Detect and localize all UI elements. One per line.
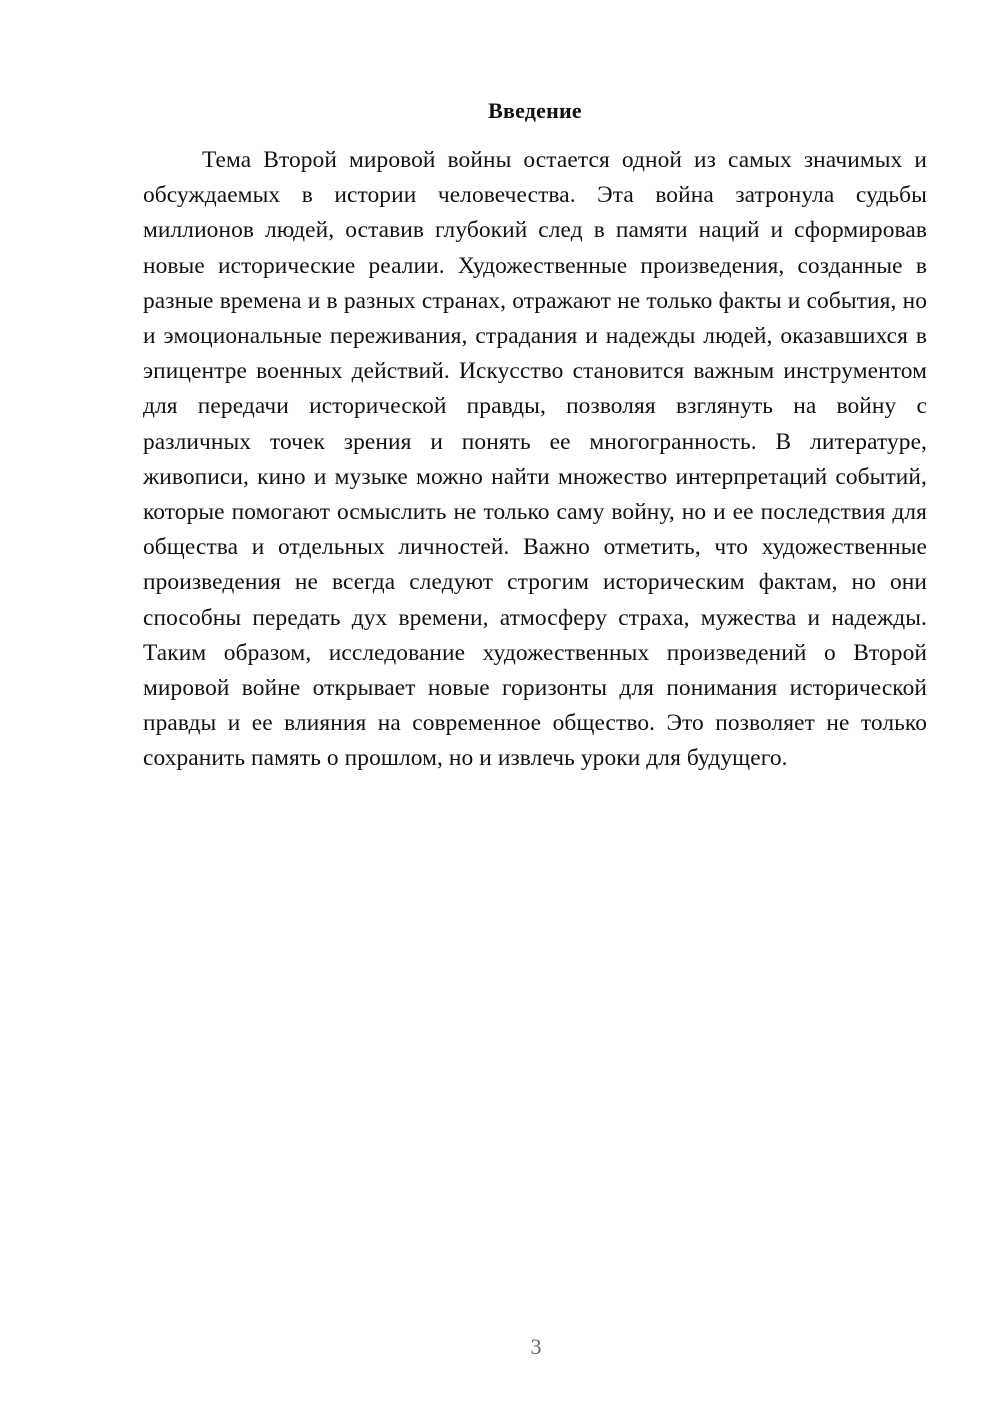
body-paragraph: Тема Второй мировой войны остается одной из самых значимых и обсуждаемых в истории человечества. Эта война затронула судьбы миллионов людей, оставив глубокий след в памяти наций и сформировав новые исторические реалии. Художественные произведения, созданные в разные времена и в разных странах, отражают не только факты и события, но и эмоциональные переживания, страдания и надежды людей, оказавшихся в эпицентре военных действий. Искусство становится важным инструментом для передачи исторической правды, позволяя взглянуть на войну с различных точек зрения и понять ее многогранность. В литературе, живописи, кино и музыке можно найти множество интерпретаций событий, которые помогают осмыслить не только саму войну, но и ее последствия для общества и отдельных личностей. Важно отметить, что художественные произведения не всегда следуют строгим историческим фактам, но они способны передать дух времени, атмосферу страха, мужества и надежды. Таким образом, исследование художественных произведений о Второй мировой войне открывает новые горизонты для понимания исторической правды и ее влияния на современное общество. Это позволяет не только сохранить память о прошлом, но и извлечь уроки для будущего. <box>143 147 927 772</box>
page-number: 3 <box>530 1334 542 1359</box>
section-heading: Введение <box>488 98 582 123</box>
